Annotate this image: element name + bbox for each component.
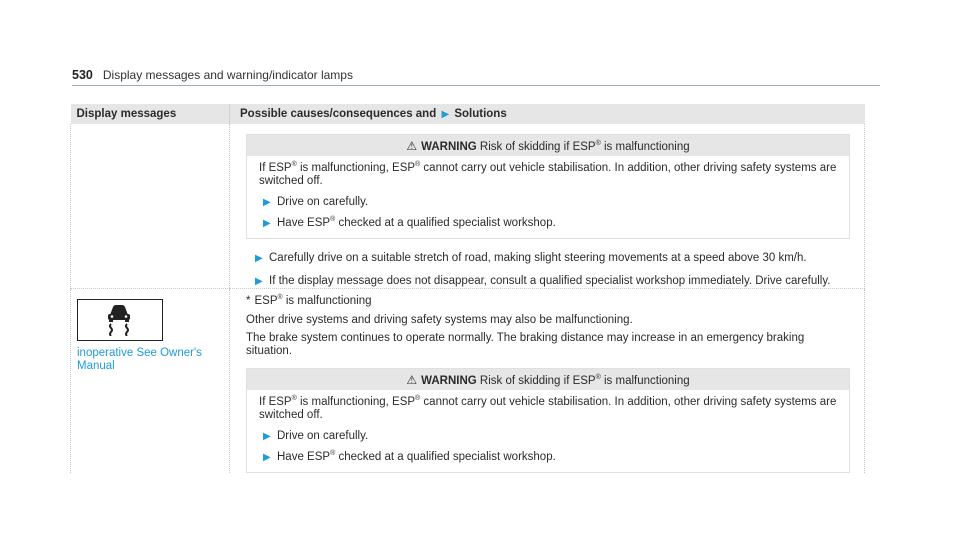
warning-step-text: Have ESP	[277, 451, 331, 463]
page-header	[72, 68, 880, 86]
registered-mark: ®	[330, 216, 336, 224]
warning-text: is malfunctioning, ESP	[299, 162, 416, 174]
solution-text: If the display message does not disappear, consult a qualified specialist workshop immediately. Drive carefully.	[269, 275, 831, 287]
warning-box	[246, 368, 850, 473]
footnote-star: *	[246, 295, 251, 307]
display-message-cell	[71, 289, 230, 474]
warning-title: WARNING	[421, 141, 477, 153]
col-header-solutions-text: Solutions	[454, 108, 507, 120]
warning-step-text: Have ESP	[277, 217, 331, 229]
esp-skid-car-icon	[105, 303, 133, 336]
warning-step-text: Drive on carefully.	[277, 430, 369, 442]
warning-step-text: checked at a qualified specialist workshop.	[338, 217, 556, 229]
registered-mark: ®	[415, 395, 421, 403]
warning-text: cannot carry out vehicle stabilisation. In addition, other driving safety systems are switched off.	[259, 162, 837, 187]
warning-body	[247, 156, 849, 238]
col-header-display-messages: Display messages	[71, 104, 230, 124]
cause-block	[230, 289, 864, 358]
table-row	[71, 124, 865, 289]
warning-triangle-icon: ⚠	[406, 373, 418, 387]
col-header-causes-solutions	[230, 104, 865, 124]
arrow-right-icon: ▶	[263, 452, 271, 463]
table-row	[71, 289, 865, 474]
cause-line: Other drive systems and driving safety systems may also be malfunctioning.	[246, 314, 633, 326]
cause-text: ESP	[254, 295, 278, 307]
warning-step	[259, 196, 837, 209]
warning-risk-text-end: is malfunctioning	[603, 141, 690, 153]
solution-step	[230, 275, 864, 288]
display-message-cell	[71, 124, 230, 289]
warning-paragraph	[259, 396, 837, 422]
causes-solutions-cell	[230, 124, 865, 289]
table-header-row	[71, 104, 865, 124]
arrow-right-icon: ▶	[263, 431, 271, 442]
warning-risk-text: Risk of skidding if ESP	[479, 141, 596, 153]
warning-risk-text-end: is malfunctioning	[603, 375, 690, 387]
registered-mark: ®	[277, 294, 283, 302]
warning-step	[259, 430, 837, 443]
causes-solutions-cell	[230, 289, 865, 474]
warning-title: WARNING	[421, 375, 477, 387]
warning-step	[259, 217, 837, 230]
indicator-message-text: inoperative See Owner's Manual	[77, 347, 202, 372]
cause-title	[246, 295, 852, 308]
registered-mark: ®	[330, 450, 336, 458]
registered-mark: ®	[595, 140, 601, 148]
esp-lamp-display	[77, 299, 163, 341]
arrow-right-icon: ▶	[441, 109, 450, 120]
registered-mark: ®	[291, 161, 297, 169]
warning-text: cannot carry out vehicle stabilisation. In addition, other driving safety systems are switched off.	[259, 396, 837, 421]
warning-step-text: checked at a qualified specialist workshop.	[338, 451, 556, 463]
warning-risk-text: Risk of skidding if ESP	[479, 375, 596, 387]
warning-paragraph	[259, 162, 837, 188]
cause-text: is malfunctioning	[285, 295, 372, 307]
warning-step-text: Drive on carefully.	[277, 196, 369, 208]
warning-box	[246, 134, 850, 239]
page-title: Display messages and warning/indicator lamps	[102, 68, 353, 82]
warning-text: If ESP	[259, 396, 292, 408]
page-number: 530	[72, 68, 93, 82]
solution-text: Carefully drive on a suitable stretch of road, making slight steering movements at a speed above 30 km/h.	[269, 252, 807, 264]
warning-heading	[247, 369, 849, 390]
warning-text: is malfunctioning, ESP	[299, 396, 416, 408]
arrow-right-icon: ▶	[255, 276, 263, 287]
arrow-right-icon: ▶	[255, 253, 263, 264]
registered-mark: ®	[415, 161, 421, 169]
registered-mark: ®	[595, 374, 601, 382]
warning-text: If ESP	[259, 162, 292, 174]
warning-heading	[247, 135, 849, 156]
cause-line: The brake system continues to operate normally. The braking distance may increase in an emergency braking situation.	[246, 332, 805, 357]
registered-mark: ®	[291, 395, 297, 403]
warning-triangle-icon: ⚠	[406, 139, 418, 153]
warning-body	[247, 390, 849, 472]
arrow-right-icon: ▶	[263, 197, 271, 208]
display-messages-table	[70, 104, 865, 473]
col-header-causes-text: Possible causes/consequences and	[240, 108, 437, 120]
warning-step	[259, 451, 837, 464]
arrow-right-icon: ▶	[263, 218, 271, 229]
solution-step	[230, 252, 864, 265]
